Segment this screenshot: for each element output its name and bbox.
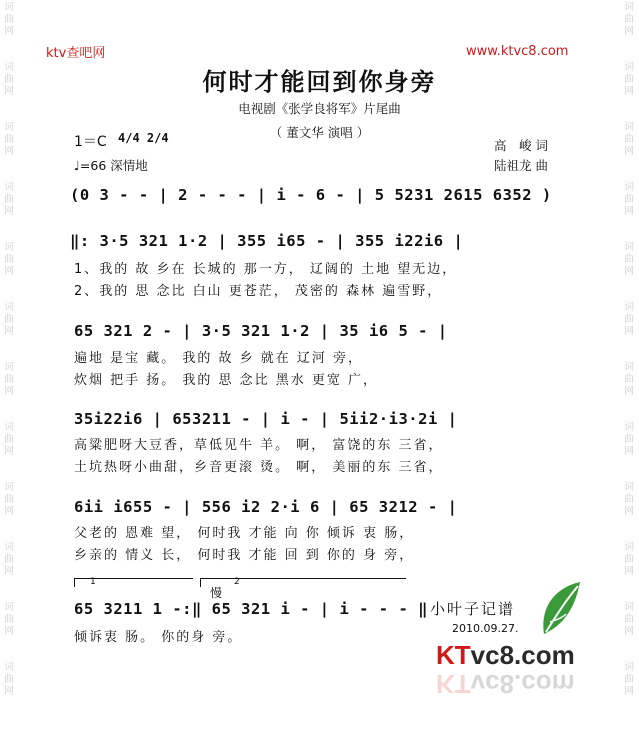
key-signature: 1＝C — [74, 134, 107, 150]
watermark-right-2: 词曲网 — [624, 62, 634, 97]
watermark-right-8: 词曲网 — [624, 422, 634, 457]
singer-credit: （ 董文华 演唱 ） — [269, 125, 370, 140]
leaf-icon — [536, 578, 584, 638]
lyricist-credit: 高 峻 词 — [494, 138, 548, 153]
lyric-row-2-verse-1: 遍地 是宝 藏。 我的 故 乡 就在 辽河 旁， — [74, 351, 364, 366]
site-url-right[interactable]: www.ktvc8.com — [466, 44, 569, 59]
watermark-right-1: 词曲网 — [624, 2, 634, 37]
lyric-row-3-verse-1: 高粱肥呀大豆香，草低见牛 羊。 啊， 富饶的东 三省， — [74, 438, 444, 453]
watermark-left-11: 词曲网 — [4, 602, 14, 637]
ktvc8-logo-reflection — [436, 668, 575, 699]
watermark-right-12: 词曲网 — [624, 662, 634, 697]
volta-number-1: 1 — [90, 577, 96, 587]
recorder-date: 2010.09.27. — [452, 622, 519, 635]
watermark-right-10: 词曲网 — [624, 542, 634, 577]
notation-row-3: 35i22i6 | 653211 - | i - | 5ii2·i3·2i | — [74, 410, 458, 428]
song-subtitle: 电视剧《张学良将军》片尾曲 — [238, 101, 401, 116]
watermark-left-1: 词曲网 — [4, 2, 14, 37]
watermark-left-10: 词曲网 — [4, 542, 14, 577]
notation-row-1: ‖: 3·5 321 1·2 | 355 i65 - | 355 i22i6 | — [70, 232, 464, 250]
watermark-left-2: 词曲网 — [4, 62, 14, 97]
watermark-left-12: 词曲网 — [4, 662, 14, 697]
watermark-left-9: 词曲网 — [4, 482, 14, 517]
recorder-signature: 小叶子记谱 — [430, 600, 516, 618]
lyric-row-1-verse-1: 1、我的 故 乡在 长城的 那一方， 辽阔的 土地 望无边， — [74, 262, 458, 277]
watermark-left-3: 词曲网 — [4, 122, 14, 157]
watermark-right-3: 词曲网 — [624, 122, 634, 157]
watermark-right-6: 词曲网 — [624, 302, 634, 337]
volta-number-2: 2 — [234, 577, 240, 587]
watermark-left-6: 词曲网 — [4, 302, 14, 337]
site-name-left[interactable]: ktv查吧网 — [46, 46, 106, 61]
lyric-row-3-verse-2: 土坑热呀小曲甜，乡音更滚 烫。 啊， 美丽的东 三省， — [74, 460, 444, 475]
logo-reflection-red-part: KT — [436, 669, 471, 699]
logo-rest-part: vc8.com — [470, 640, 575, 670]
song-title: 何时才能回到你身旁 — [202, 68, 437, 96]
slow-tempo-mark: 慢 — [210, 586, 223, 600]
logo-reflection-rest-part: vc8.com — [470, 669, 575, 699]
tempo-marking: ♩=66 深情地 — [74, 158, 148, 173]
volta-bracket-2 — [200, 578, 406, 587]
lyric-row-1-verse-2: 2、我的 思 念比 白山 更苍茫， 茂密的 森林 遍雪野， — [74, 284, 443, 299]
watermark-right-5: 词曲网 — [624, 242, 634, 277]
ktvc8-logo[interactable] — [436, 640, 575, 671]
watermark-right-4: 词曲网 — [624, 182, 634, 217]
intro-line: (0 3 - - | 2 - - - | i - 6 - | 5 5231 2615 6352 ) — [70, 186, 552, 204]
watermark-left-8: 词曲网 — [4, 422, 14, 457]
watermark-right-11: 词曲网 — [624, 602, 634, 637]
notation-row-2: 65 321 2 - | 3·5 321 1·2 | 35 i6 5 - | — [74, 322, 448, 340]
composer-credit: 陆祖龙 曲 — [494, 158, 548, 173]
watermark-left-5: 词曲网 — [4, 242, 14, 277]
notation-row-4: 6ii i655 - | 556 i2 2·i 6 | 65 3212 - | — [74, 498, 458, 516]
lyric-row-4-verse-1: 父老的 恩难 望， 何时我 才能 向 你 倾诉 衷 肠， — [74, 526, 415, 541]
watermark-right-7: 词曲网 — [624, 362, 634, 397]
watermark-left-7: 词曲网 — [4, 362, 14, 397]
lyric-row-5: 倾诉衷 肠。 你的身 旁。 — [74, 630, 243, 645]
lyric-row-2-verse-2: 炊烟 把手 扬。 我的 思 念比 黑水 更宽 广， — [74, 373, 379, 388]
time-signature: 4/4 2/4 — [118, 131, 169, 145]
watermark-right-9: 词曲网 — [624, 482, 634, 517]
lyric-row-4-verse-2: 乡亲的 情义 长， 何时我 才能 回 到 你的 身 旁， — [74, 548, 415, 563]
watermark-left-4: 词曲网 — [4, 182, 14, 217]
notation-row-5: 65 3211 1 -:‖ 65 321 i - | i - - - ‖ — [74, 600, 428, 618]
logo-red-part: KT — [436, 640, 471, 670]
